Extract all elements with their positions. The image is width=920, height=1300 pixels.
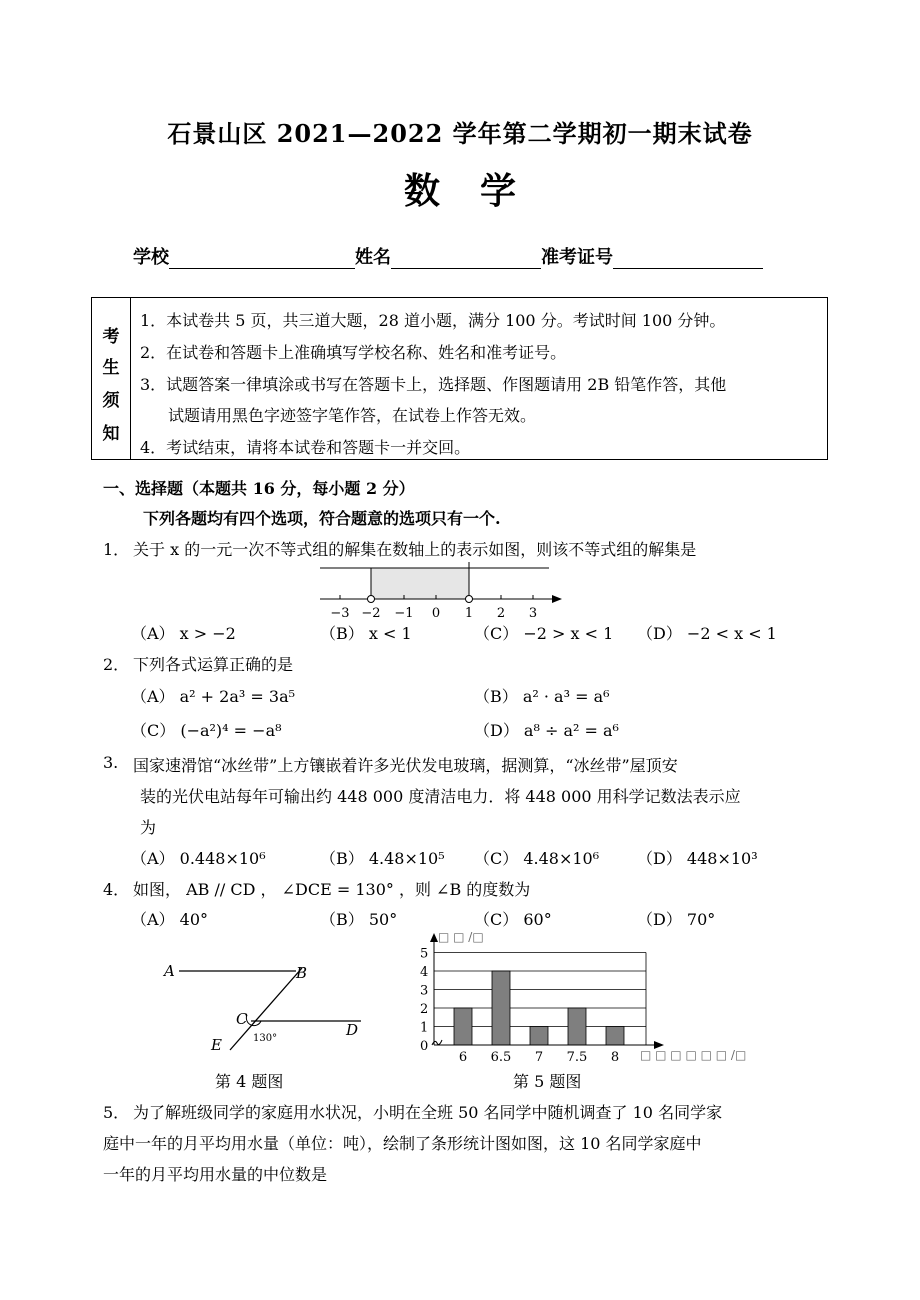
question-text: 为了解班级同学的家庭用水状况，小明在全班 50 名同学中随机调查了 10 名同学家 <box>133 1103 723 1122</box>
x-tick-label: 6 <box>458 1050 468 1065</box>
axis-tick-label: 1 <box>464 606 474 621</box>
point-label: D <box>346 1021 359 1039</box>
x-tick-label: 7.5 <box>566 1050 588 1065</box>
axis-tick-label: −1 <box>394 606 414 621</box>
point-label: C <box>236 1010 248 1028</box>
notice-label-char: 考 <box>102 327 120 347</box>
notice-item: 3．试题答案一律填涂或书写在答题卡上，选择题、作图题请用 2B 铅笔作答，其他 <box>140 375 727 394</box>
solution-region <box>371 568 469 599</box>
option-c[interactable]: （C） (−a²)⁴ = −a⁸ <box>131 721 282 740</box>
option-a[interactable]: （A） a² + 2a³ = 3a⁵ <box>131 687 296 706</box>
axis-tick-label: 0 <box>431 606 441 621</box>
option-c[interactable]: （C） 60° <box>474 910 552 929</box>
axis-tick-label: 3 <box>528 606 538 621</box>
question-number: 5． <box>103 1103 130 1122</box>
notice-item: 4．考试结束，请将本试卷和答题卡一并交回。 <box>140 438 471 457</box>
x-axis-title: □ □ □ □ □ □ /□ <box>640 1048 747 1062</box>
angle-label: 130° <box>253 1033 278 1044</box>
axis-tick-label: −3 <box>330 606 350 621</box>
notice-item: 试题请用黑色字迹签字笔作答，在试卷上作答无效。 <box>168 406 537 425</box>
notice-label <box>92 298 131 459</box>
y-tick-label: 2 <box>420 1002 429 1017</box>
y-tick-label: 1 <box>420 1020 429 1036</box>
option-c[interactable]: （C） −2 > x < 1 <box>474 624 614 643</box>
question-text: 为 <box>140 818 157 837</box>
x-tick-label: 6.5 <box>490 1050 512 1065</box>
figure-caption: 第 5 题图 <box>513 1072 582 1091</box>
name-label: 姓名 <box>355 247 391 268</box>
open-circle-icon <box>368 596 375 603</box>
question-text: 如图， AB // CD ， ∠DCE = 130° ，则 ∠B 的度数为 <box>133 880 531 899</box>
subject-title: 数学 <box>403 170 556 212</box>
question-text: 装的光伏电站每年可输出约 448 000 度清洁电力．将 448 000 用科学记数法表示应 <box>140 787 741 806</box>
notice-label-char: 生 <box>102 358 120 378</box>
axis-tick-label: −2 <box>361 606 381 621</box>
school-label: 学校 <box>133 247 169 268</box>
number-line-figure <box>310 562 570 622</box>
option-d[interactable]: （D） 70° <box>637 910 716 929</box>
question-text: 庭中一年的月平均用水量（单位：吨），绘制了条形统计图如图，这 10 名同学家庭中 <box>103 1134 702 1153</box>
info-fields <box>133 243 763 269</box>
option-a[interactable]: （A） x > −2 <box>131 624 236 643</box>
y-axis-arrow-icon <box>430 933 438 942</box>
notice-label-char: 知 <box>102 424 120 444</box>
school-field[interactable] <box>169 250 355 269</box>
section-heading: 一、选择题（本题共 16 分，每小题 2 分） <box>103 479 415 498</box>
section-instruction: 下列各题均有四个选项，符合题意的选项只有一个. <box>143 509 501 528</box>
figure-caption: 第 4 题图 <box>215 1072 284 1091</box>
open-circle-icon <box>466 596 473 603</box>
x-tick-label: 8 <box>610 1050 620 1065</box>
bar <box>530 1027 548 1046</box>
name-field[interactable] <box>391 250 541 269</box>
point-label: B <box>296 964 308 982</box>
notice-box <box>91 297 828 460</box>
exam-id-label: 准考证号 <box>541 247 613 268</box>
point-label: E <box>211 1036 222 1054</box>
notice-item: 1．本试卷共 5 页，共三道大题，28 道小题，满分 100 分。考试时间 100 分钟。 <box>140 311 726 330</box>
y-tick-label: 3 <box>420 983 429 999</box>
axis-arrow-icon <box>552 595 562 603</box>
question-text: 关于 x 的一元一次不等式组的解集在数轴上的表示如图，则该不等式组的解集是 <box>133 540 697 559</box>
option-d[interactable]: （D） 448×10³ <box>637 849 758 868</box>
bar <box>492 971 510 1045</box>
bar <box>454 1008 472 1045</box>
option-b[interactable]: （B） a² · a³ = a⁶ <box>474 687 610 706</box>
y-tick-label: 0 <box>420 1039 429 1054</box>
option-b[interactable]: （B） 4.48×10⁵ <box>320 849 445 868</box>
question-text: 下列各式运算正确的是 <box>133 655 294 674</box>
question-number: 1． <box>103 540 130 559</box>
option-b[interactable]: （B） 50° <box>320 910 398 929</box>
axis-tick-label: 2 <box>496 606 506 621</box>
notice-label-char: 须 <box>102 391 120 411</box>
bar <box>568 1008 586 1045</box>
y-tick-label: 4 <box>420 965 429 980</box>
option-d[interactable]: （D） −2 < x < 1 <box>637 624 777 643</box>
option-d[interactable]: （D） a⁸ ÷ a² = a⁶ <box>474 721 619 740</box>
question-text: 国家速滑馆“冰丝带”上方镶嵌着许多光伏发电玻璃，据测算，“冰丝带”屋顶安 <box>133 756 678 775</box>
exam-title: 石景山区 2021—2022 学年第二学期初一期末试卷 <box>167 119 753 148</box>
bar-chart <box>410 925 760 1065</box>
y-tick-label: 5 <box>420 946 429 962</box>
question-number: 3. <box>103 753 119 772</box>
option-b[interactable]: （B） x < 1 <box>320 624 412 643</box>
option-c[interactable]: （C） 4.48×10⁶ <box>474 849 600 868</box>
question-text: 一年的月平均用水量的中位数是 <box>103 1165 328 1184</box>
x-tick-label: 7 <box>534 1050 544 1065</box>
option-a[interactable]: （A） 40° <box>131 910 209 929</box>
question-number: 2． <box>103 655 130 674</box>
question-number: 4． <box>103 880 130 899</box>
y-axis-title: □ □ /□ <box>438 930 484 944</box>
point-label: A <box>164 962 175 980</box>
option-a[interactable]: （A） 0.448×10⁶ <box>131 849 266 868</box>
exam-id-field[interactable] <box>613 250 763 269</box>
parallel-lines-figure <box>155 955 375 1055</box>
bar <box>606 1027 624 1046</box>
notice-item: 2．在试卷和答题卡上准确填写学校名称、姓名和准考证号。 <box>140 343 567 362</box>
